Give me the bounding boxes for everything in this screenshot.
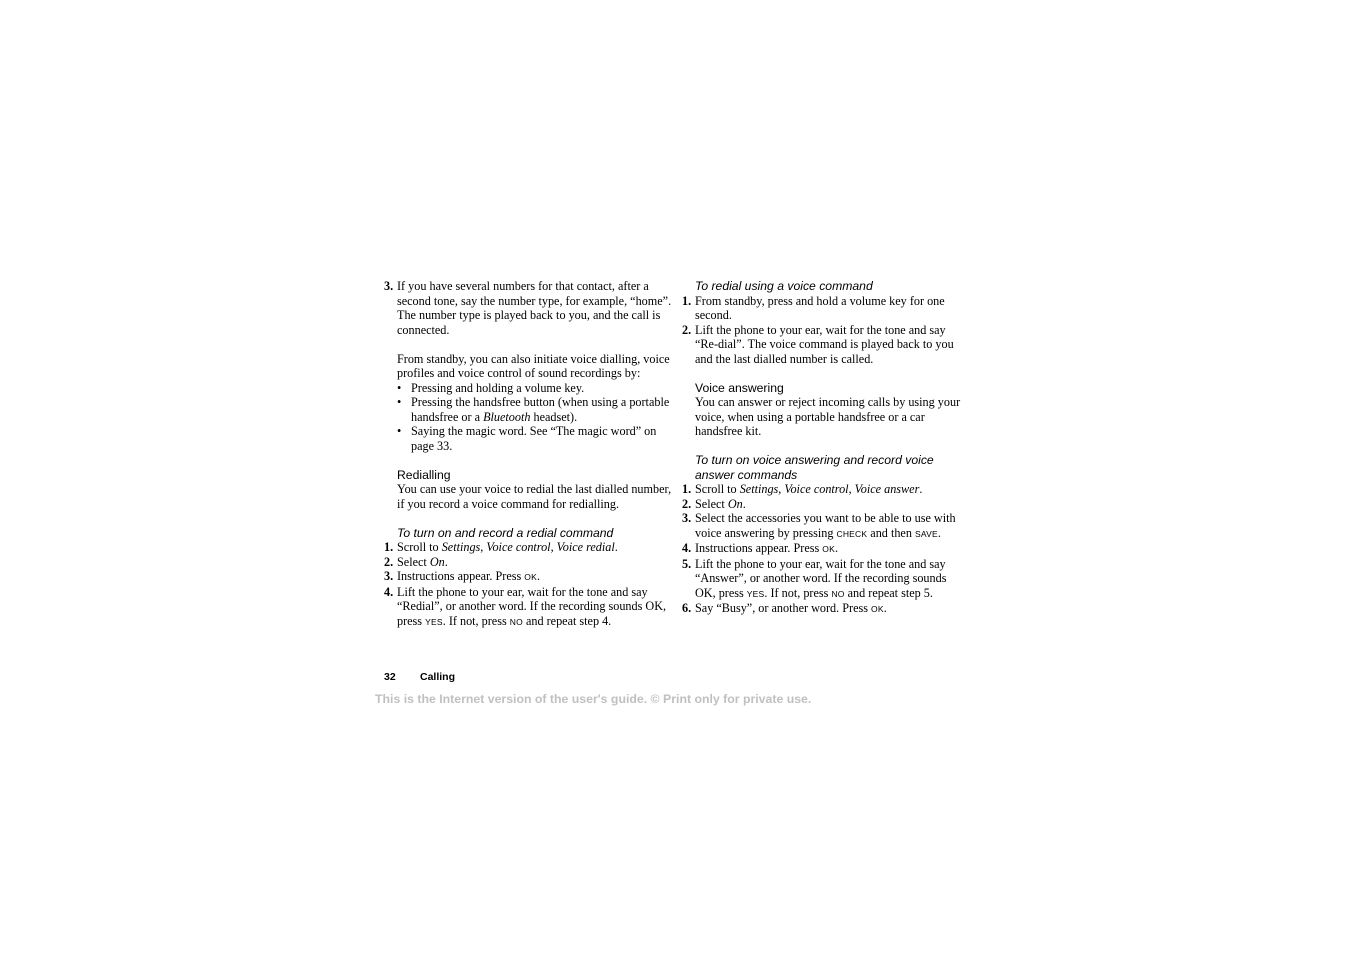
key-ok: OK [871, 604, 884, 614]
voice-answering-text: You can answer or reject incoming calls by using your voice, when using a portable handsfree or a car handsfree kit. [695, 395, 961, 438]
step-2-lift-phone: 2. Lift the phone to your ear, wait for the tone and say “Re-dial”. The voice command is played back to you and the last dialled number is called. [682, 322, 954, 366]
key-no: NO [509, 616, 523, 627]
step-4-lift-phone: 4. Lift the phone to your ear, wait for the tone and say “Redial”, or another word. If the recording sounds OK, press YES. If not, press NO and repeat step 4. [384, 584, 667, 628]
left-column [384, 279, 674, 629]
step-number: 3. [384, 279, 394, 293]
key-check: CHECK [836, 528, 868, 539]
step-4-instructions: 4. Instructions appear. Press OK. [682, 541, 839, 555]
step-1-scroll: 1. Scroll to Settings, Voice control, Voice answer. [682, 482, 923, 496]
step-3-instructions: 3. Instructions appear. Press OK. [384, 569, 541, 583]
key-ok: OK [524, 572, 537, 582]
step-text: If you have several numbers for that contact, after a second tone, say the number type, for example, “home”. The number type is played back to you, and the call is connected. [397, 279, 672, 337]
step-2-select: 2. Select On. [682, 496, 746, 511]
redial-command-heading: To turn on and record a redial command [397, 525, 614, 540]
step-2-select: 2. Select On. [384, 554, 448, 569]
answer-command-heading: To turn on voice answering and record voice answer commands [695, 453, 934, 482]
redialling-text: You can use your voice to redial the last dialled number, if you record a voice command for redialling. [397, 482, 672, 511]
key-no: NO [831, 588, 845, 599]
right-column [682, 279, 967, 617]
key-save: SAVE [914, 528, 938, 539]
step-3-select-accessories: 3. Select the accessories you want to be able to use with voice answering by pressing CHECK and then SAVE. [682, 511, 956, 540]
voice-answering-heading: Voice answering [695, 380, 784, 395]
key-yes: YES [425, 616, 443, 627]
bullet-item: • Pressing the handsfree button (when using a portable handsfree or a Bluetooth headset). [397, 395, 670, 424]
voice-dial-intro: From standby, you can also initiate voice dialling, voice profiles and voice control of sound recordings by: [397, 351, 670, 380]
bullet-item: • Saying the magic word. See “The magic word” on page 33. [397, 424, 657, 453]
redial-voice-heading: To redial using a voice command [695, 279, 873, 293]
step-1-standby: 1. From standby, press and hold a volume key for one second. [682, 293, 945, 322]
page-number: 32 [384, 671, 396, 683]
redialling-heading: Redialling [397, 467, 451, 482]
key-yes: YES [746, 588, 765, 599]
step-3-several-numbers [384, 279, 674, 337]
internet-version-disclaimer: This is the Internet version of the user's guide. © Print only for private use. [375, 692, 812, 706]
bullet-item: • Pressing and holding a volume key. [397, 380, 585, 395]
section-title: Calling [420, 671, 456, 683]
step-6-busy: 6. Say “Busy”, or another word. Press OK. [682, 601, 887, 615]
step-1-scroll: 1. Scroll to Settings, Voice control, Voice redial. [384, 540, 618, 554]
key-ok: OK [822, 544, 835, 554]
step-5-lift-phone: 5. Lift the phone to your ear, wait for the tone and say “Answer”, or another word. If the recording sounds OK, press YES. If not, press NO and repeat step 5. [682, 556, 947, 600]
